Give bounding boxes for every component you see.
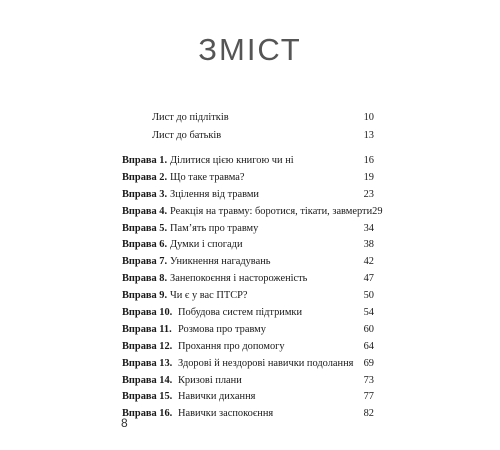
exercise-page: 77 xyxy=(363,391,374,403)
toc-entry-page: 13 xyxy=(363,129,374,141)
page-title: ЗМІСТ xyxy=(198,32,302,67)
exercise-number: Вправа 9. xyxy=(122,290,168,302)
exercise-page: 54 xyxy=(363,307,374,319)
exercise-page: 29 xyxy=(372,205,383,217)
toc-entry-exercise-2[interactable] xyxy=(122,170,374,187)
exercise-page: 82 xyxy=(363,408,374,420)
exercise-title: Занепокоєння і настороженість xyxy=(170,273,308,285)
front-matter-list xyxy=(152,109,374,144)
toc-entry-title: Лист до підлітків xyxy=(152,112,229,123)
exercise-number: Вправа 7. xyxy=(122,256,168,268)
exercise-title: Думки і спогади xyxy=(170,239,243,251)
exercise-title: Здорові й нездорові навички подолання xyxy=(178,357,354,369)
exercise-page: 47 xyxy=(363,273,374,285)
exercise-number: Вправа 1. xyxy=(122,155,168,166)
toc-entry-letter-teens[interactable] xyxy=(152,109,374,127)
toc-entry-exercise-7[interactable] xyxy=(122,254,374,271)
toc-entry-letter-parents[interactable] xyxy=(152,127,374,145)
toc-entry-exercise-11[interactable] xyxy=(122,322,374,339)
exercise-title: Що таке травма? xyxy=(170,171,245,183)
toc-entry-exercise-3[interactable] xyxy=(122,187,374,204)
exercise-page: 69 xyxy=(363,357,374,369)
exercise-number: Вправа 3. xyxy=(122,188,168,200)
toc-entry-exercise-1[interactable] xyxy=(122,153,374,170)
toc-entry-exercise-10[interactable] xyxy=(122,305,374,322)
toc-entry-exercise-16[interactable] xyxy=(122,406,374,423)
exercise-page: 42 xyxy=(363,256,374,268)
exercise-title: Побудова систем підтримки xyxy=(178,307,303,319)
exercise-title: Кризові плани xyxy=(178,374,242,386)
toc-entry-exercise-9[interactable] xyxy=(122,288,374,305)
exercise-title: Реакція на травму: боротися, тікати, завмерти xyxy=(170,205,373,217)
exercise-page: 23 xyxy=(363,188,374,200)
page-number: 8 xyxy=(121,416,128,430)
toc-entry-exercise-15[interactable] xyxy=(122,389,374,406)
exercise-number: Вправа 4. xyxy=(122,205,168,217)
exercise-number: Вправа 2. xyxy=(122,171,168,183)
exercise-number: Вправа 12. xyxy=(122,340,173,352)
toc-entry-exercise-6[interactable] xyxy=(122,237,374,254)
exercise-page: 64 xyxy=(363,340,374,352)
toc-entry-exercise-14[interactable] xyxy=(122,373,374,390)
toc-entry-exercise-4[interactable] xyxy=(122,204,383,221)
exercise-page: 16 xyxy=(363,155,374,166)
exercise-number: Вправа 15. xyxy=(122,391,173,403)
exercise-page: 34 xyxy=(363,222,374,234)
exercise-page: 60 xyxy=(363,323,374,335)
exercise-number: Вправа 13. xyxy=(122,357,173,369)
exercise-page: 38 xyxy=(363,239,374,251)
exercise-number: Вправа 10. xyxy=(122,307,173,319)
exercise-title: Пам’ять про травму xyxy=(170,222,259,234)
exercise-title: Розмова про травму xyxy=(178,323,266,335)
exercise-number: Вправа 11. xyxy=(122,323,172,335)
toc-entry-exercise-8[interactable] xyxy=(122,271,374,288)
exercise-title: Навички заспокоєння xyxy=(178,408,274,420)
exercise-page: 19 xyxy=(363,171,374,183)
toc-entry-page: 10 xyxy=(363,112,374,123)
exercise-title: Ділитися цією книгою чи ні xyxy=(170,155,294,166)
exercise-number: Вправа 16. xyxy=(122,408,173,420)
exercise-title: Прохання про допомогу xyxy=(178,340,285,352)
exercise-title: Зцілення від травми xyxy=(170,188,259,200)
toc-entry-exercise-12[interactable] xyxy=(122,339,374,356)
exercise-list xyxy=(122,153,383,423)
exercise-number: Вправа 14. xyxy=(122,374,173,386)
exercise-number: Вправа 5. xyxy=(122,222,168,234)
toc-entry-title: Лист до батьків xyxy=(152,129,222,141)
exercise-page: 73 xyxy=(363,374,374,386)
exercise-page: 50 xyxy=(363,290,374,302)
exercise-number: Вправа 8. xyxy=(122,273,168,285)
exercise-title: Уникнення нагадувань xyxy=(170,256,271,268)
exercise-title: Чи є у вас ПТСР? xyxy=(170,290,248,302)
exercise-number: Вправа 6. xyxy=(122,239,168,251)
exercise-title: Навички дихання xyxy=(178,391,256,403)
toc-entry-exercise-5[interactable] xyxy=(122,221,374,238)
toc-entry-exercise-13[interactable] xyxy=(122,356,374,373)
